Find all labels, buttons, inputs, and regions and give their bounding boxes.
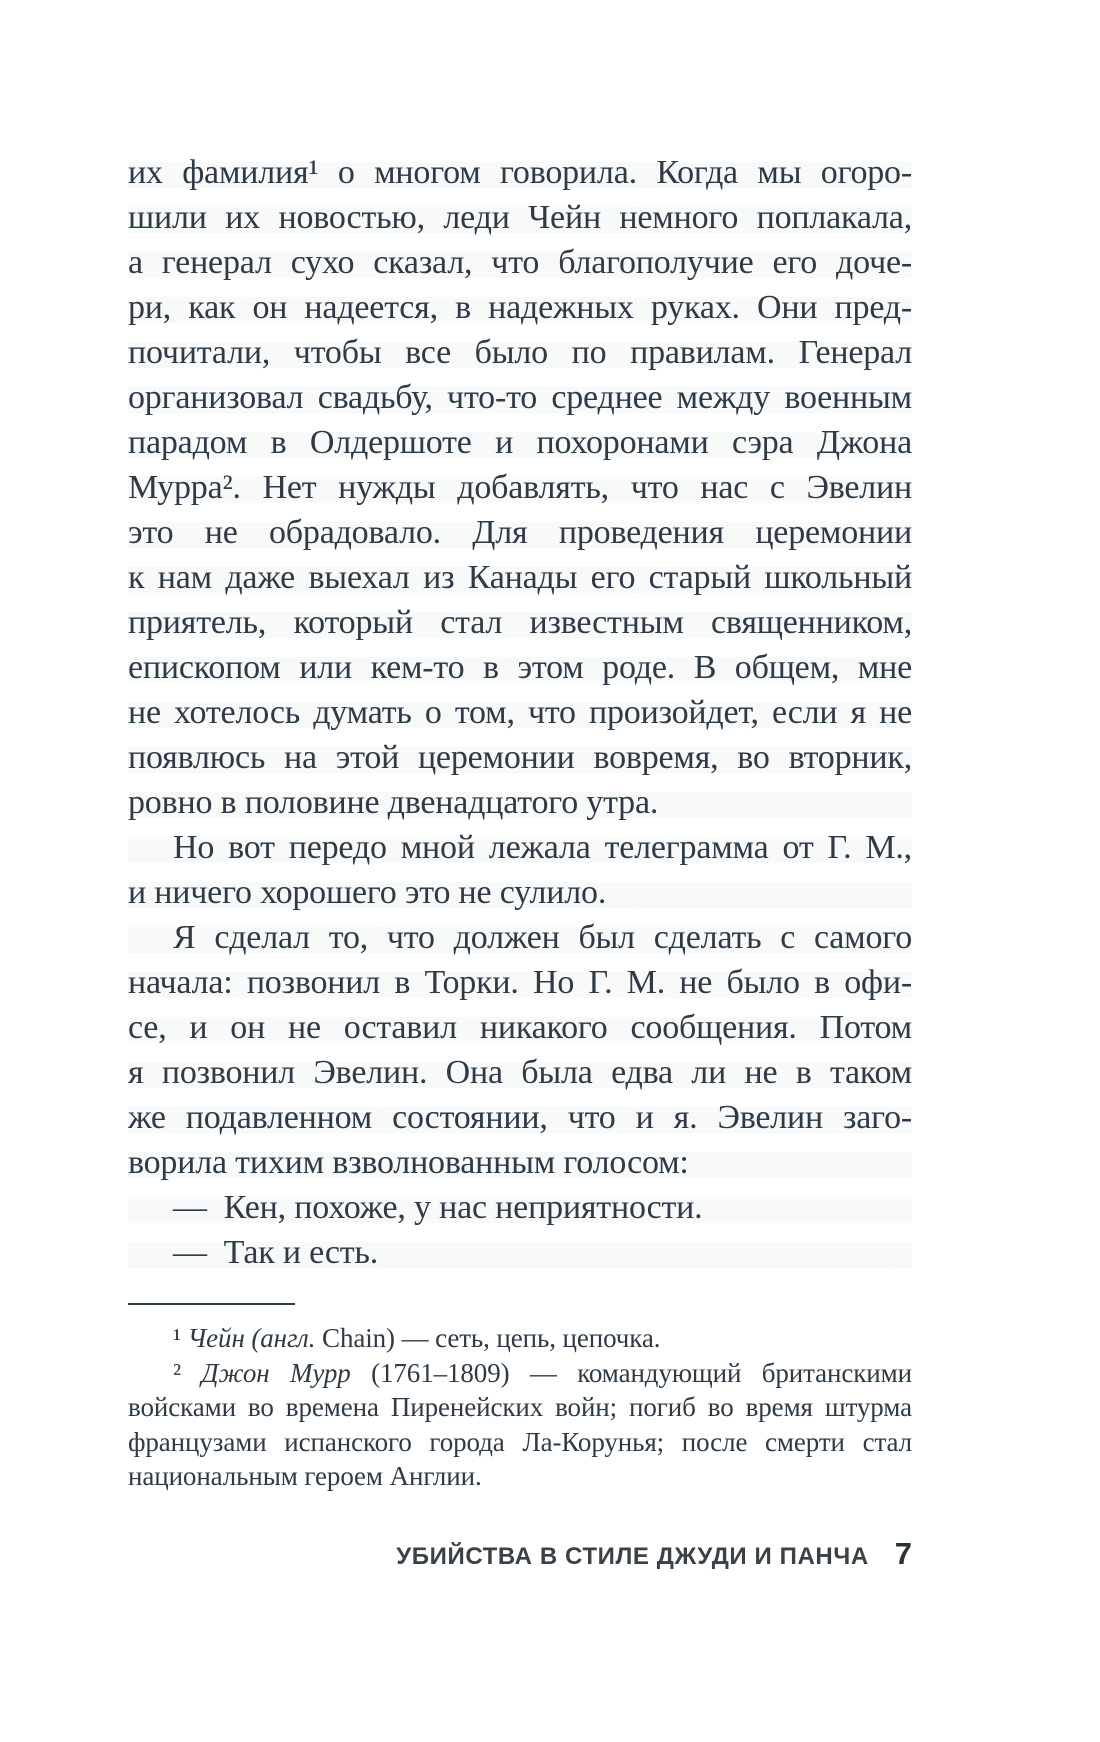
text-segment: появлюсь на этой церемонии вовремя, во вторник, [128,739,912,776]
body-text-line [128,510,912,555]
body-text-line [128,330,912,375]
text-segment: ² [173,1357,202,1388]
body-text-line [128,870,912,915]
body-text-line [128,465,912,510]
text-segment: приятель, который стал известным священником, [128,604,912,641]
text-segment: к нам даже выехал из Канады его старый школьный [128,559,912,596]
footnote-line [128,1356,912,1391]
text-segment: Я сделал то, что должен был сделать с самого [173,919,912,956]
text-segment: парадом в Олдершоте и похоронами сэра Джона [128,424,912,461]
text-segment: их фамилия¹ о многом говорила. Когда мы огоро- [128,154,912,191]
body-text-line [128,420,912,465]
text-segment: ровно в половине двенадцатого утра. [128,784,659,821]
body-text-line [128,780,912,825]
page-text [128,150,912,1275]
text-segment: войсками во времена Пиренейских войн; погиб во время штурма [128,1392,912,1422]
text-segment: (1761–1809) — командующий британскими [371,1357,912,1388]
running-title: УБИЙСТВА В СТИЛЕ ДЖУДИ И ПАНЧА [396,1543,869,1570]
footnote-line [128,1390,912,1425]
text-segment: Но вот передо мной лежала телеграмма от Г. М., [173,829,912,866]
body-text-line [128,1005,912,1050]
text-segment: а генерал сухо сказал, что благополучие его доче- [128,244,912,281]
text-segment: я позвонил Эвелин. Она была едва ли не в таком [128,1054,912,1091]
body-text-line [128,375,912,420]
body-text-line [128,150,912,195]
page-number: 7 [894,1536,912,1571]
text-segment: почитали, чтобы все было по правилам. Генерал [128,334,912,371]
text-segment: — Кен, похоже, у нас неприятности. [173,1189,703,1226]
text-segment: шили их новостью, леди Чейн немного поплакала, [128,199,912,236]
text-segment: ¹ [173,1323,188,1353]
text-segment: епископом или кем-то в этом роде. В общем, мне [128,649,912,686]
text-segment: организовал свадьбу, что-то среднее между военным [128,379,912,416]
page-footer [396,1536,912,1572]
body-text-line [128,240,912,285]
body-text-line [128,195,912,240]
body-text-line [128,600,912,645]
footnote-separator [128,1303,295,1305]
text-segment: се, и он не оставил никакого сообщения. Потом [128,1009,912,1046]
text-segment: Мурра². Нет нужды добавлять, что нас с Эвелин [128,469,912,506]
body-text-line [128,825,912,870]
text-segment: Chain) — сеть, цепь, цепочка. [322,1323,661,1353]
footnote-line [128,1459,912,1494]
text-segment: — Так и есть. [173,1234,379,1271]
body-text-line [128,735,912,780]
text-segment: начала: позвонил в Торки. Но Г. М. не было в офи- [128,964,912,1001]
text-segment: это не обрадовало. Для проведения церемонии [128,514,912,551]
text-segment: национальным героем Англии. [128,1461,482,1491]
body-text-line [128,555,912,600]
body-text-line [128,1185,912,1230]
body-text-line [128,915,912,960]
text-segment: ри, как он надеется, в надежных руках. Они пред- [128,289,912,326]
text-segment: ворила тихим взволнованным голосом: [128,1144,689,1181]
text-segment: не хотелось думать о том, что произойдет, если я не [128,694,912,731]
text-segment: французами испанского города Ла-Корунья; после смерти стал [128,1426,912,1457]
body-text-line [128,1230,912,1275]
footnote-line [128,1321,912,1356]
footnotes [128,1321,912,1494]
body-text-line [128,1050,912,1095]
text-segment: же подавленном состоянии, что и я. Эвелин заго- [128,1099,912,1136]
body-text-line [128,960,912,1005]
text-segment-italic: Чейн (англ. [187,1323,323,1353]
footnote-line [128,1425,912,1460]
body-text-line [128,690,912,735]
text-segment: и ничего хорошего это не сулило. [128,874,607,911]
body-text-line [128,285,912,330]
body-text-line [128,645,912,690]
body-text-line [128,1095,912,1140]
text-segment-italic: Джон Мурр [201,1357,372,1388]
body-text-line [128,1140,912,1185]
